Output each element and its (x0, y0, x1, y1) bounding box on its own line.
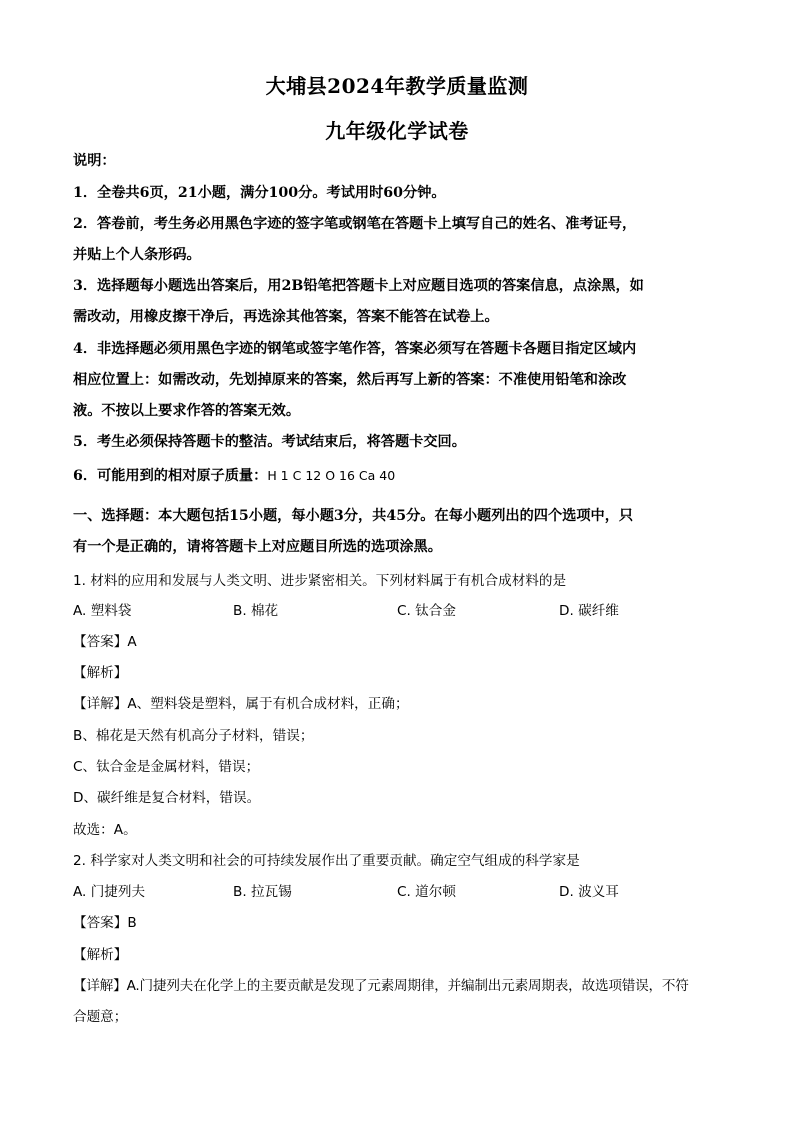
instruction-line: 液。不按以上要求作答的答案无效。 (73, 403, 301, 419)
section-heading-line: 一、选择题：本大题包括15小题，每小题3分，共45分。在每小题列出的四个选项中，只 (73, 508, 634, 524)
question-2-detail: 【详解】A.门捷列夫在化学上的主要贡献是发现了元素周期律，并编制出元素周期表，故选项错误，不符 (73, 978, 689, 994)
instruction-line: 相应位置上：如需改动，先划掉原来的答案，然后再写上新的答案：不准使用铅笔和涂改 (73, 372, 627, 388)
question-1-option-b: B. 棉花 (233, 603, 279, 619)
question-2-option-c: C. 道尔顿 (397, 884, 456, 900)
question-1-analysis-label: 【解析】 (73, 665, 128, 681)
instruction-line: 2．答卷前，考生务必用黑色字迹的签字笔或钢笔在答题卡上填写自己的姓名、准考证号， (73, 216, 637, 232)
question-2-stem: 2. 科学家对人类文明和社会的可持续发展作出了重要贡献。确定空气组成的科学家是 (73, 853, 580, 869)
instruction-line: 1．全卷共6页，21小题，满分100分。考试用时60分钟。 (73, 185, 446, 201)
instructions-heading: 说明： (73, 153, 116, 169)
question-2-option-d: D. 波义耳 (559, 884, 619, 900)
question-2-analysis-label: 【解析】 (73, 947, 128, 963)
section-heading-line: 有一个是正确的，请将答题卡上对应题目所选的选项涂黑。 (73, 539, 442, 555)
question-2-option-a: A. 门捷列夫 (73, 884, 146, 900)
question-1-detail: C、钛合金是金属材料，错误； (73, 759, 260, 775)
page-title: 大埔县2024年教学质量监测 (265, 74, 529, 98)
question-1-option-d: D. 碳纤维 (559, 603, 619, 619)
question-2-option-b: B. 拉瓦锡 (233, 884, 292, 900)
question-1-detail: B、棉花是天然有机高分子材料，错误； (73, 728, 314, 744)
question-1-option-c: C. 钛合金 (397, 603, 456, 619)
instruction-line: 4．非选择题必须用黑色字迹的钢笔或签字笔作答，答案必须写在答题卡各题目指定区域内 (73, 341, 637, 357)
question-1-answer: 【答案】A (73, 634, 137, 650)
question-1-detail: D、碳纤维是复合材料，错误。 (73, 790, 261, 806)
instruction-line-6 (73, 465, 395, 485)
question-1-detail: 故选：A。 (73, 822, 137, 838)
instruction-6-label: 6．可能用到的相对原子质量： (73, 468, 268, 484)
question-1-option-a: A. 塑料袋 (73, 603, 132, 619)
instruction-line: 并贴上个人条形码。 (73, 247, 201, 263)
instruction-line: 3．选择题每小题选出答案后，用2B铅笔把答题卡上对应题目选项的答案信息，点涂黑，如 (73, 278, 644, 294)
instruction-line: 需改动，用橡皮擦干净后，再选涂其他答案，答案不能答在试卷上。 (73, 309, 499, 325)
question-2-detail: 合题意； (73, 1009, 128, 1025)
atomic-masses: H 1 C 12 O 16 Ca 40 (267, 468, 396, 483)
question-1-stem: 1. 材料的应用和发展与人类文明、进步紧密相关。下列材料属于有机合成材料的是 (73, 573, 567, 589)
question-1-detail: 【详解】A、塑料袋是塑料，属于有机合成材料，正确； (73, 696, 409, 712)
instruction-line: 5．考生必须保持答题卡的整洁。考试结束后，将答题卡交回。 (73, 434, 466, 450)
question-2-answer: 【答案】B (73, 915, 137, 931)
page-subtitle: 九年级化学试卷 (325, 119, 469, 143)
